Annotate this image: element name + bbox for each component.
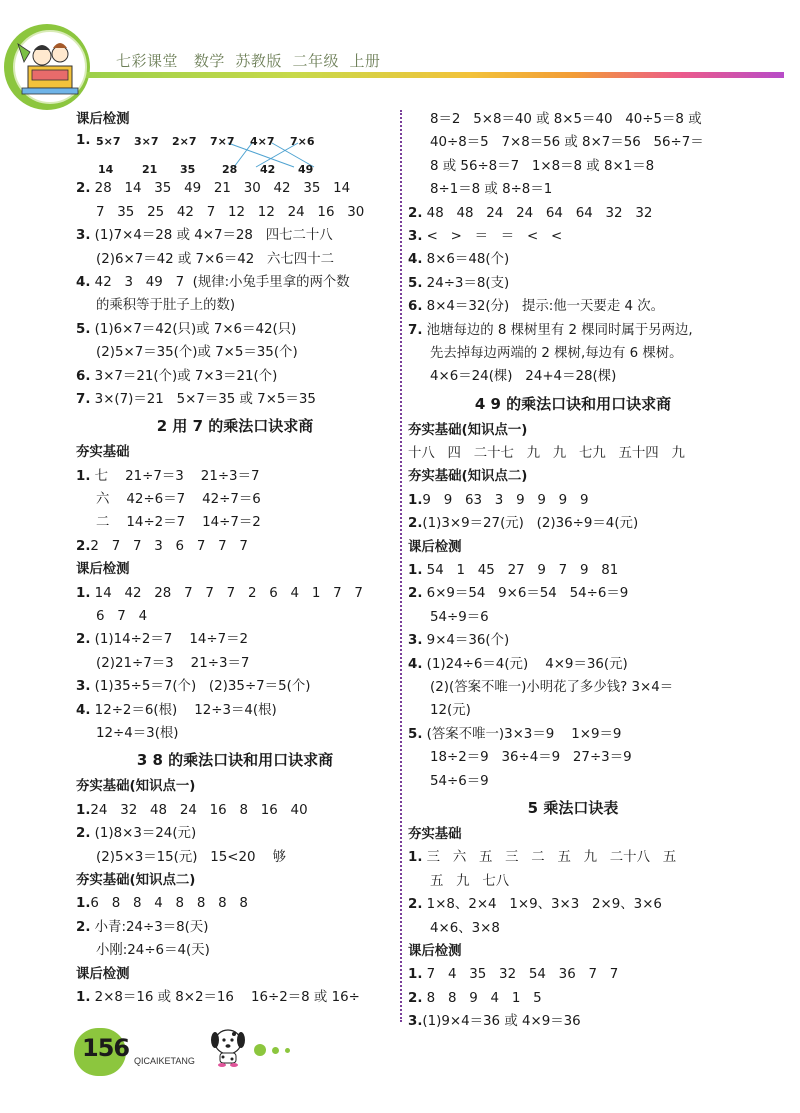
brand-name: QICAIKETANG xyxy=(134,1056,195,1066)
answer-text: 6 8 8 4 8 8 8 8 xyxy=(90,896,248,912)
question-number: 4. xyxy=(76,274,91,290)
question-number: 3. xyxy=(76,228,91,244)
answer-text: 42 3 49 7 (规律:小兔手里拿的两个数 xyxy=(94,274,350,290)
question-number: 1. xyxy=(76,468,91,484)
section-heading: 课后检测 xyxy=(76,966,130,982)
answer-line: 54÷6＝9 xyxy=(430,773,489,789)
answer-line xyxy=(76,177,394,200)
series-name: 七彩课堂 xyxy=(116,52,179,70)
answer-text: (1)14÷2＝7 14÷7＝2 xyxy=(94,632,249,648)
answer-line: 十八 四 二十七 九 九 七九 五十四 九 xyxy=(408,446,685,462)
answer-text: (1)7×4＝28 或 4×7＝28 四七二十八 xyxy=(94,228,333,244)
question-number: 4. xyxy=(76,702,91,718)
section-heading: 夯实基础(知识点一) xyxy=(408,422,528,438)
answer-line: (2)5×3＝15(元) 15<20 够 xyxy=(96,849,286,865)
chart-bottom-item: 21 xyxy=(142,163,158,177)
question-number: 2. xyxy=(408,897,423,913)
question-number: 2. xyxy=(76,181,91,197)
answer-text: < > ＝ ＝ < < xyxy=(426,228,563,244)
answer-line: (2)5×7＝35(个)或 7×5＝35(个) xyxy=(96,345,298,361)
answer-line xyxy=(408,582,738,605)
answer-line xyxy=(76,582,394,605)
answer-text: 2 7 7 3 6 7 7 7 xyxy=(90,538,248,554)
question-number: 7. xyxy=(408,322,423,338)
section-heading: 课后检测 xyxy=(408,539,462,555)
answer-line xyxy=(76,224,394,247)
answer-line: 8÷1＝8 或 8÷8＝1 xyxy=(430,182,553,198)
answer-line xyxy=(408,559,738,582)
chart-top-item: 7×7 xyxy=(210,135,235,149)
question-number: 6. xyxy=(76,368,91,384)
answer-text: 3×7＝21(个)或 7×3＝21(个) xyxy=(94,368,278,384)
answer-line xyxy=(408,202,738,225)
answer-line xyxy=(76,465,394,488)
answer-line xyxy=(76,986,394,1009)
question-number: 5. xyxy=(76,321,91,337)
answer-line: 12(元) xyxy=(430,703,471,719)
mascot-reading-icon xyxy=(14,32,86,102)
answer-line xyxy=(76,822,394,845)
answer-line xyxy=(76,318,394,341)
subject-name: 数学 xyxy=(193,52,225,70)
question-number: 2. xyxy=(408,990,423,1006)
answer-line xyxy=(408,489,738,512)
section-title: 5 乘法口诀表 xyxy=(527,798,619,817)
section-heading: 课后检测 xyxy=(76,112,130,127)
answer-text: 7 4 35 32 54 36 7 7 xyxy=(426,967,619,983)
answer-text: 池塘每边的 8 棵树里有 2 棵同时属于另两边, xyxy=(426,322,693,338)
question-number: 2. xyxy=(408,205,423,221)
chart-bottom-item: 35 xyxy=(180,163,196,177)
section-heading: 夯实基础 xyxy=(76,445,130,461)
answer-text: 28 14 35 49 21 30 42 35 14 xyxy=(94,181,351,197)
answer-text: 9 9 63 3 9 9 9 9 xyxy=(422,492,589,508)
answer-line xyxy=(408,893,738,916)
section-title: 2 用 7 的乘法口诀求商 xyxy=(156,417,314,436)
section-heading: 夯实基础(知识点二) xyxy=(76,872,196,888)
section-heading: 夯实基础 xyxy=(408,826,462,842)
answer-line: 4×6＝24(棵) 24+4＝28(棵) xyxy=(430,369,617,385)
answer-line xyxy=(408,248,738,271)
chart-bottom-item: 49 xyxy=(298,163,314,177)
answer-line xyxy=(408,963,738,986)
column-divider xyxy=(400,110,402,1022)
question-number: 3. xyxy=(408,228,423,244)
answer-text: (1)3×9＝27(元) (2)36÷9＝4(元) xyxy=(422,516,639,532)
question-number: 2. xyxy=(76,538,91,554)
answer-line xyxy=(408,723,738,746)
answer-line xyxy=(408,846,738,869)
grade-name: 二年级 xyxy=(292,52,339,70)
answer-line xyxy=(76,699,394,722)
answer-line xyxy=(76,271,394,294)
answer-text: 2×8＝16 或 8×2＝16 16÷2＝8 或 16÷ xyxy=(94,989,360,1005)
question-number: 4. xyxy=(408,252,423,268)
answer-text: 48 48 24 24 64 64 32 32 xyxy=(426,205,653,221)
answer-line xyxy=(76,892,394,915)
question-number: 1. xyxy=(76,989,91,1005)
answer-line: 六 42÷6＝7 42÷7＝6 xyxy=(96,492,261,508)
page-footer xyxy=(62,1020,422,1080)
answer-text: 6×9＝54 9×6＝54 54÷6＝9 xyxy=(426,586,629,602)
dalmatian-mascot-icon xyxy=(204,1022,252,1068)
answer-line: 小刚:24÷6＝4(天) xyxy=(96,943,210,959)
question-number: 1. xyxy=(76,585,91,601)
question-number: 4. xyxy=(408,656,423,672)
section-title: 4 9 的乘法口诀和用口诀求商 xyxy=(474,394,672,413)
answer-line xyxy=(408,319,738,342)
question-number: 6. xyxy=(408,299,423,315)
question-number: 2. xyxy=(408,586,423,602)
question-number: 7. xyxy=(76,391,91,407)
question-number: 3. xyxy=(408,1014,423,1030)
answer-text: 8×4＝32(分) 提示:他一天要走 4 次。 xyxy=(426,299,665,315)
answer-line xyxy=(408,512,738,535)
answer-line xyxy=(76,675,394,698)
dot xyxy=(254,1044,266,1056)
right-column xyxy=(408,108,738,1033)
answer-line: (2)21÷7＝3 21÷3＝7 xyxy=(96,655,250,671)
answer-line xyxy=(408,1010,738,1033)
answer-line xyxy=(76,916,394,939)
answer-text: 三 六 五 三 二 五 九 二十八 五 xyxy=(426,850,677,866)
question-number: 1. xyxy=(408,967,423,983)
question-number: 2. xyxy=(76,826,91,842)
section-heading: 课后检测 xyxy=(76,562,130,578)
answer-line xyxy=(408,225,738,248)
section-title: 3 8 的乘法口诀和用口诀求商 xyxy=(136,751,334,770)
question-number: 2. xyxy=(76,919,91,935)
answer-line xyxy=(408,653,738,676)
page-header xyxy=(0,0,800,95)
answer-line xyxy=(76,535,394,558)
answer-line: 18÷2＝9 36÷4＝9 27÷3＝9 xyxy=(430,750,632,766)
answer-text: 3×(7)＝21 5×7＝35 或 7×5＝35 xyxy=(94,391,316,407)
chart-bottom-item: 42 xyxy=(260,163,276,177)
chart-top-item: 2×7 xyxy=(172,135,197,149)
volume-name: 上册 xyxy=(349,52,381,70)
chart-bottom-item: 28 xyxy=(222,163,238,177)
answer-line xyxy=(408,987,738,1010)
page-number: 156 xyxy=(82,1034,130,1062)
answer-line xyxy=(408,629,738,652)
answer-line xyxy=(76,799,394,822)
answer-text: 24 32 48 24 16 8 16 40 xyxy=(90,802,308,818)
question-number: 1. xyxy=(76,133,91,149)
question-number: 1. xyxy=(408,850,423,866)
answer-line: 7 35 25 42 7 12 12 24 16 30 xyxy=(96,204,365,220)
matching-diagram xyxy=(76,131,394,177)
question-number: 2. xyxy=(76,632,91,648)
question-number: 3. xyxy=(408,633,423,649)
answer-line xyxy=(408,295,738,318)
dot xyxy=(285,1048,290,1053)
question-number: 5. xyxy=(408,275,423,291)
chart-top-item: 7×6 xyxy=(290,135,315,149)
chart-bottom-item: 14 xyxy=(98,163,114,177)
answer-line xyxy=(408,272,738,295)
answer-text: 1×8、2×4 1×9、3×3 2×9、3×6 xyxy=(426,897,662,913)
answer-line xyxy=(76,365,394,388)
answer-text: 小青:24÷3＝8(天) xyxy=(94,919,209,935)
answer-line: 6 7 4 xyxy=(96,609,148,625)
answer-line: 40÷8＝5 7×8＝56 或 8×7＝56 56÷7＝ xyxy=(430,135,704,151)
answer-line: 五 九 七八 xyxy=(430,873,510,889)
section-heading: 课后检测 xyxy=(408,943,462,959)
question-number: 1. xyxy=(408,563,423,579)
answer-line: 54÷9＝6 xyxy=(430,609,489,625)
dot xyxy=(272,1047,279,1054)
answer-line: 8 或 56÷8＝7 1×8＝8 或 8×1＝8 xyxy=(430,158,655,174)
question-number: 1. xyxy=(76,896,91,912)
question-number: 2. xyxy=(408,516,423,532)
answer-text: (1)24÷6＝4(元) 4×9＝36(元) xyxy=(426,656,628,672)
section-heading: 夯实基础(知识点二) xyxy=(408,469,528,485)
left-column xyxy=(76,108,394,1009)
answer-line xyxy=(76,388,394,411)
answer-text: 24÷3＝8(支) xyxy=(426,275,510,291)
answer-text: 七 21÷7＝3 21÷3＝7 xyxy=(94,468,260,484)
answer-text: (1)6×7＝42(只)或 7×6＝42(只) xyxy=(94,321,297,337)
question-number: 1. xyxy=(408,492,423,508)
question-number: 3. xyxy=(76,679,91,695)
answer-line xyxy=(76,628,394,651)
answer-text: 14 42 28 7 7 7 2 6 4 1 7 7 xyxy=(94,585,363,601)
answer-text: 8 8 9 4 1 5 xyxy=(426,990,542,1006)
header-title xyxy=(116,50,381,71)
chart-top-item: 5×7 xyxy=(96,135,121,149)
section-heading: 夯实基础(知识点一) xyxy=(76,779,196,795)
answer-text: (答案不唯一)3×3＝9 1×9＝9 xyxy=(426,726,622,742)
answer-text: 9×4＝36(个) xyxy=(426,633,510,649)
answer-text: 12÷2＝6(根) 12÷3＝4(根) xyxy=(94,702,277,718)
edition-name: 苏教版 xyxy=(235,52,282,70)
answer-text: (1)9×4＝36 或 4×9＝36 xyxy=(422,1014,581,1030)
answer-line: (2)(答案不唯一)小明花了多少钱? 3×4＝ xyxy=(430,679,674,695)
answer-line: 二 14÷2＝7 14÷7＝2 xyxy=(96,515,261,531)
answer-line: 4×6、3×8 xyxy=(430,920,500,936)
answer-text: (1)8×3＝24(元) xyxy=(94,826,197,842)
answer-line: 先去掉每边两端的 2 棵树,每边有 6 棵树。 xyxy=(430,345,683,361)
question-number: 5. xyxy=(408,726,423,742)
answer-line: 12÷4＝3(根) xyxy=(96,725,179,741)
chart-top-item: 3×7 xyxy=(134,135,159,149)
answer-text: 8×6＝48(个) xyxy=(426,252,510,268)
answer-text: 54 1 45 27 9 7 9 81 xyxy=(426,563,619,579)
answer-text: (1)35÷5＝7(个) (2)35÷7＝5(个) xyxy=(94,679,311,695)
question-number: 1. xyxy=(76,802,91,818)
answer-line: (2)6×7＝42 或 7×6＝42 六七四十二 xyxy=(96,251,334,267)
chart-top-item: 4×7 xyxy=(250,135,275,149)
header-rainbow-bar xyxy=(84,72,784,78)
answer-line: 的乘积等于肚子上的数) xyxy=(96,298,236,314)
answer-line: 8＝2 5×8＝40 或 8×5＝40 40÷5＝8 或 xyxy=(430,112,702,127)
